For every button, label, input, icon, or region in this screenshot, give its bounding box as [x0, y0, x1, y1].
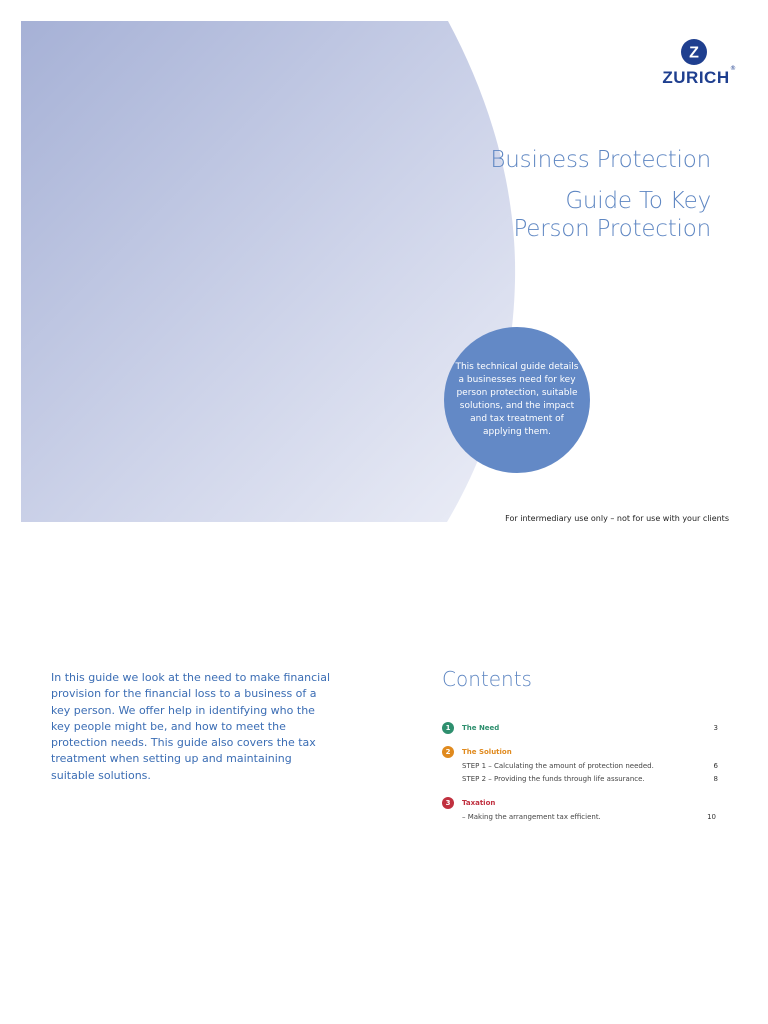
section-number-badge: 3: [442, 797, 454, 809]
logo-mark-letter: Z: [689, 44, 699, 62]
contents-heading: Contents: [442, 667, 532, 691]
toc-page-number: 8: [713, 774, 718, 783]
toc-section-3[interactable]: [442, 795, 718, 823]
title-business-protection: Business Protection: [490, 147, 711, 173]
registered-mark: ®: [730, 65, 736, 72]
toc-item-text: – Making the arrangement tax efficient.: [462, 812, 601, 821]
summary-text: This technical guide details a businesses need for key person protection, suitable solutions, and the impact and tax treatment of applying them.: [455, 362, 579, 437]
cover-panel: [21, 21, 750, 522]
disclaimer: For intermediary use only – not for use with your clients: [505, 514, 729, 523]
title-guide-line-b: Person Protection: [513, 216, 711, 242]
toc-page-number: 6: [713, 761, 718, 770]
cover-title: [490, 145, 711, 243]
toc-section-label: The Need: [462, 723, 500, 732]
toc-section-label: Taxation: [462, 798, 496, 807]
zurich-z-icon: [681, 39, 707, 65]
brand-name: ZURICH: [662, 68, 730, 87]
toc-item[interactable]: [442, 772, 718, 785]
toc-item[interactable]: [442, 759, 718, 772]
title-guide-line-a: Guide To Key: [565, 188, 711, 214]
section-number-badge: 2: [442, 746, 454, 758]
intro-paragraph: In this guide we look at the need to make financial provision for the financial loss to a business of a key person. We offer help in identifying who the key people might be, and how to meet the protection needs. This guide also covers the tax treatment when setting up and maintaining suitable solutions.: [51, 671, 331, 782]
table-of-contents: [442, 720, 718, 823]
cover-arc: [21, 21, 515, 522]
toc-page-number: 3: [713, 723, 718, 732]
zurich-logo: [656, 39, 736, 89]
cover-art: [21, 21, 750, 522]
toc-page-number: 10: [707, 812, 716, 821]
toc-item-text: STEP 2 – Providing the funds through life assurance.: [462, 774, 645, 783]
summary-bubble: [444, 327, 590, 473]
toc-item-text: STEP 1 – Calculating the amount of protection needed.: [462, 761, 654, 770]
toc-item[interactable]: [442, 810, 718, 823]
toc-section-1[interactable]: [442, 720, 718, 735]
toc-section-label: The Solution: [462, 747, 512, 756]
toc-section-2[interactable]: [442, 744, 718, 785]
section-number-badge: 1: [442, 722, 454, 734]
